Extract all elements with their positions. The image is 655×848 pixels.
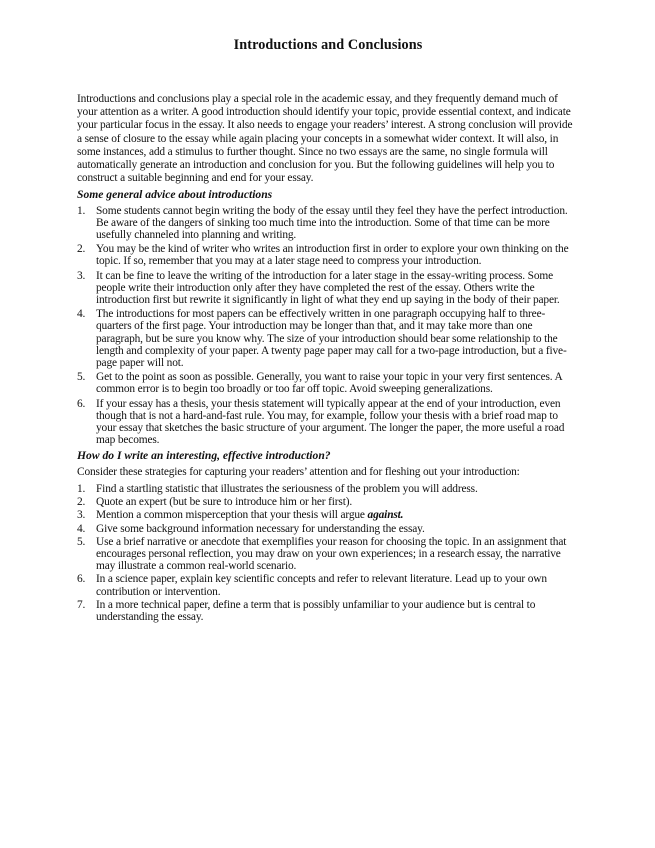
list-item-number: 6.: [77, 573, 86, 586]
intro-paragraph: Introductions and conclusions play a special role in the academic essay, and they frequently demand much of your attention as a writer. A good introduction should identify your topic, provide essential context, and indicate your particular focus in the essay. It also needs to engage your readers’ interest. A strong conclusion will provide a sense of closure to the essay while again placing your concepts in a somewhat wider context. It will also, in some instances, add a stimulus to further thought. Since no two essays are the same, no single formula will automatically generate an introduction and conclusion for you. But the following guidelines will help you to construct a suitable beginning and end for your essay.: [77, 93, 573, 185]
general-advice-list: [77, 205, 579, 447]
list-item-number: 1.: [77, 204, 86, 217]
list-item-text: Mention a common misperception that your thesis will argue: [96, 509, 368, 522]
emphasis-word: against.: [367, 509, 404, 522]
list-item-text: Some students cannot begin writing the body of the essay until they feel they have the perfect introduction. Be aware of the dangers of sinking too much time into the introduction. Some of that time can be more usefully channeled into planning and writing.: [96, 204, 568, 242]
list-item-number: 2.: [77, 243, 86, 256]
strategies-intro: Consider these strategies for capturing your readers’ attention and for fleshing out your introduction:: [77, 465, 520, 478]
list-item-number: 7.: [77, 598, 86, 611]
section-heading-general-advice: Some general advice about introductions: [77, 188, 273, 202]
list-item-text: It can be fine to leave the writing of the introduction for a later stage in the essay-writing process. Some people write their introduction only after they have completed the rest of the essay. Others write the introduction first but rewrite it significantly in light of what they end up saying in the body of their paper.: [96, 269, 560, 307]
list-item-number: 2.: [77, 496, 86, 509]
list-item: [77, 483, 579, 495]
document-page: [77, 36, 579, 624]
document-title: Introductions and Conclusions: [233, 37, 423, 53]
list-item-number: 1.: [77, 482, 86, 495]
list-item-text: In a more technical paper, define a term that is possibly unfamiliar to your audience but is central to understanding the essay.: [96, 598, 536, 623]
list-item: [77, 398, 579, 447]
list-item-text: Find a startling statistic that illustrates the seriousness of the problem you will address.: [96, 482, 478, 495]
list-item: [77, 496, 579, 508]
list-item-text: Get to the point as soon as possible. Generally, you want to raise your topic in your very first sentences. A common error is to begin too broadly or too far off topic. Avoid sweeping generalizations.: [96, 371, 562, 396]
list-item: [77, 599, 579, 623]
section-heading-effective-introduction: How do I write an interesting, effective introduction?: [77, 449, 331, 463]
list-item: [77, 523, 579, 535]
list-item-number: 3.: [77, 269, 86, 282]
list-item-text: The introductions for most papers can be effectively written in one paragraph occupying half to three-quarters of the first page. Your introduction may be longer than that, and it may take more than one paragraph, but be sure you know why. The size of your introduction should bear some relationship to the length and complexity of your paper. A twenty page paper may call for a two-page introduction, but a five-page paper will not.: [96, 308, 567, 370]
list-item-text: Quote an expert (but be sure to introduce him or her first).: [96, 496, 353, 509]
list-item-text: In a science paper, explain key scientific concepts and refer to relevant literature. Lead up to your own contribution or intervention.: [96, 573, 547, 598]
list-item: [77, 308, 579, 369]
list-item-number: 6.: [77, 397, 86, 410]
list-item: [77, 243, 579, 267]
list-item: [77, 509, 579, 521]
list-item-number: 3.: [77, 509, 86, 522]
list-item-text: Give some background information necessary for understanding the essay.: [96, 522, 425, 535]
strategies-list: [77, 483, 579, 623]
list-item-number: 4.: [77, 308, 86, 321]
list-item: [77, 371, 579, 395]
list-item-number: 4.: [77, 522, 86, 535]
list-item-number: 5.: [77, 535, 86, 548]
list-item-text: You may be the kind of writer who writes an introduction first in order to explore your own thinking on the topic. If so, remember that you may at a later stage need to compress your introduction.: [96, 243, 569, 268]
list-item: [77, 205, 579, 242]
list-item-text: If your essay has a thesis, your thesis statement will typically appear at the end of your introduction, even though that is not a hard-and-fast rule. You may, for example, follow your thesis with a brief road map to your essay that sketches the basic structure of your argument. The longer the paper, the more useful a road map becomes.: [96, 397, 565, 447]
list-item: [77, 270, 579, 307]
list-item-text: Use a brief narrative or anecdote that exemplifies your reason for choosing the topic. In an assignment that encourages personal reflection, you may draw on your own experiences; in a research essay, the narrative may illustrate a common real-world scenario.: [96, 535, 567, 573]
list-item: [77, 536, 579, 573]
list-item-number: 5.: [77, 371, 86, 384]
list-item: [77, 573, 579, 597]
